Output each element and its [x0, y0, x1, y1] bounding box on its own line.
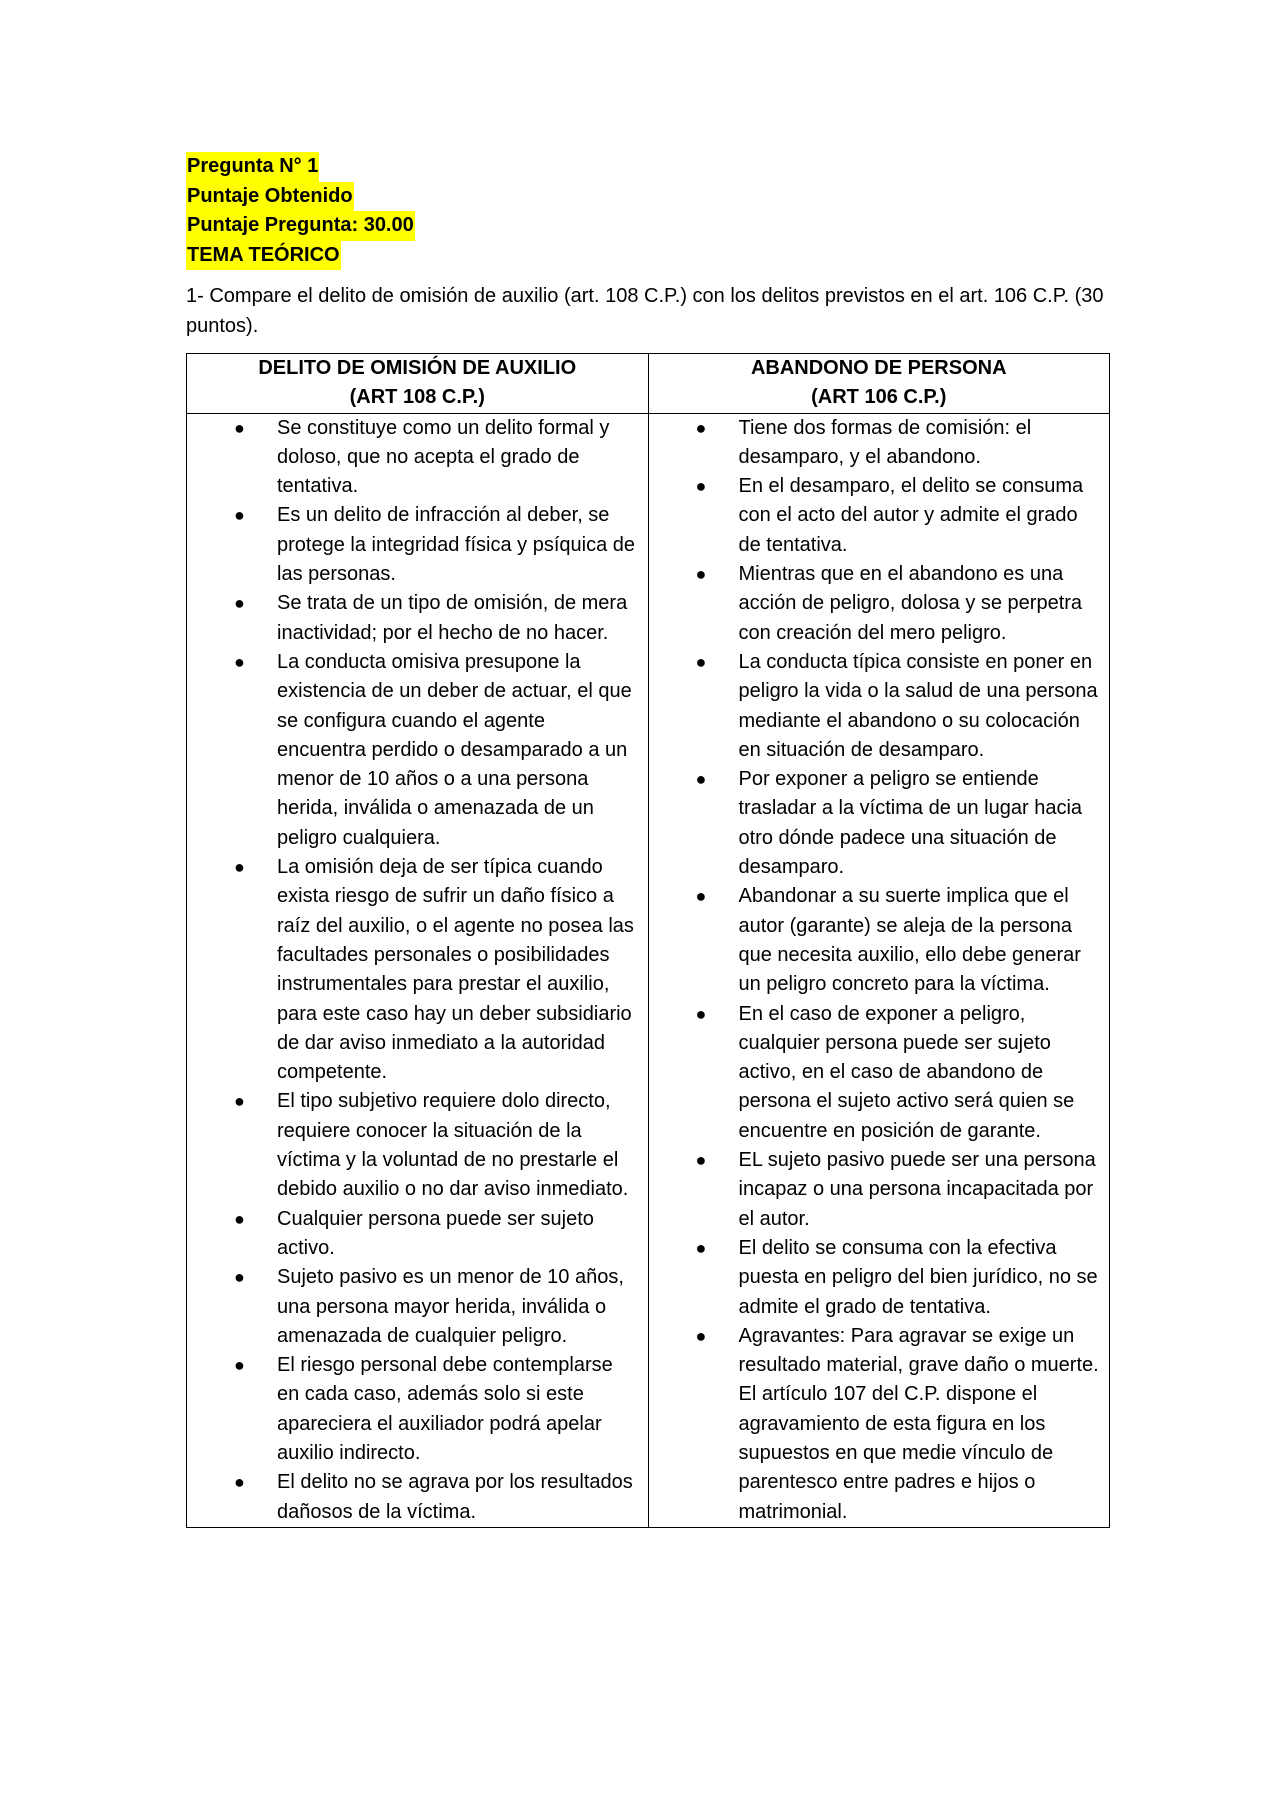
bullet-icon: ● [234, 505, 245, 526]
document-page [186, 152, 1110, 1528]
list-item [187, 589, 638, 648]
list-item [187, 853, 638, 1087]
left-bullet-list [187, 414, 638, 1527]
list-item-text: El tipo subjetivo requiere dolo directo, requiere conocer la situación de la víctima y la voluntad de no prestarle el debido auxilio o no dar aviso inmediato. [277, 1090, 629, 1201]
list-item-text: La conducta típica consiste en poner en peligro la vida o la salud de una persona mediante el abandono o su colocación en situación de desamparo. [738, 650, 1098, 761]
list-item [187, 1468, 638, 1527]
bullet-icon: ● [234, 651, 245, 672]
score-obtained-label: Puntaje Obtenido [186, 182, 354, 212]
list-item [649, 1322, 1100, 1527]
bullet-icon: ● [695, 1237, 707, 1258]
list-item-text: El riesgo personal debe contemplarse en cada caso, además solo si este apareciera el auxiliador podrá apelar auxilio indirecto. [277, 1354, 613, 1464]
right-column-cell [648, 413, 1110, 1527]
list-item-text: Mientras que en el abandono es una acción de peligro, dolosa y se perpetra con creación del mero peligro. [738, 563, 1083, 644]
comparison-table [186, 353, 1110, 1528]
bullet-icon: ● [234, 1355, 245, 1376]
list-item [187, 1351, 638, 1468]
list-item [649, 472, 1100, 560]
list-item-text: Sujeto pasivo es un menor de 10 años, una persona mayor herida, inválida o amenazada de cualquier peligro. [277, 1266, 624, 1347]
bullet-icon: ● [695, 769, 707, 790]
list-item-text: Cualquier persona puede ser sujeto activo. [277, 1207, 594, 1259]
bullet-icon: ● [234, 593, 245, 614]
bullet-icon: ● [234, 417, 245, 438]
list-item [187, 501, 638, 589]
column-header-right [648, 354, 1110, 414]
bullet-icon: ● [234, 1208, 245, 1229]
list-item-text: Es un delito de infracción al deber, se protege la integridad física y psíquica de las personas. [277, 504, 635, 586]
bullet-icon: ● [695, 651, 707, 672]
list-item [187, 1263, 638, 1351]
list-item-text: Abandonar a su suerte implica que el autor (garante) se aleja de la persona que necesita auxilio, ello debe generar un peligro concreto para la víctima. [738, 885, 1081, 996]
question-text: 1- Compare el delito de omisión de auxilio (art. 108 C.P.) con los delitos previstos en el art. 106 C.P. (30 puntos). [186, 285, 1104, 337]
list-item-text: Se trata de un tipo de omisión, de mera inactividad; por el hecho de no hacer. [277, 592, 628, 644]
question-score: Puntaje Pregunta: 30.00 [186, 211, 415, 241]
list-item [649, 648, 1100, 765]
column-subtitle: (ART 108 C.P.) [349, 386, 485, 409]
bullet-icon: ● [695, 564, 707, 585]
list-item-text: Se constituye como un delito formal y doloso, que no acepta el grado de tentativa. [277, 416, 610, 498]
list-item [649, 765, 1100, 882]
question-number: Pregunta N° 1 [186, 152, 319, 182]
list-item-text: En el desamparo, el delito se consuma con el acto del autor y admite el grado de tentativa. [738, 475, 1084, 556]
list-item [649, 414, 1100, 473]
list-item [649, 1000, 1100, 1146]
topic-label: TEMA TEÓRICO [186, 241, 341, 271]
list-item [649, 560, 1100, 648]
list-item-text: El delito no se agrava por los resultados dañosos de la víctima. [277, 1471, 633, 1523]
column-subtitle: (ART 106 C.P.) [811, 386, 947, 409]
bullet-icon: ● [234, 857, 245, 878]
bullet-icon: ● [695, 1150, 707, 1171]
list-item-text: Agravantes: Para agravar se exige un resultado material, grave daño o muerte. El artículo 107 del C.P. dispone el agravamiento de esta figura en los supuestos en que medie vínculo de parentesco entre padres e hijos o matrimonial. [738, 1324, 1099, 1523]
right-bullet-list [649, 414, 1100, 1527]
bullet-icon: ● [695, 1003, 707, 1024]
list-item [187, 1087, 638, 1204]
bullet-icon: ● [695, 417, 707, 438]
bullet-icon: ● [695, 476, 707, 497]
column-title: ABANDONO DE PERSONA [750, 357, 1007, 379]
table-header-row [187, 354, 1110, 414]
column-title: DELITO DE OMISIÓN DE AUXILIO [258, 357, 577, 379]
list-item [649, 1234, 1100, 1322]
left-column-cell [187, 413, 649, 1527]
list-item [187, 648, 638, 853]
list-item-text: La omisión deja de ser típica cuando exista riesgo de sufrir un daño físico a raíz del auxilio, o el agente no posea las facultades personales o posibilidades instrumentales para prestar el auxilio, para este caso hay un deber subsidiario de dar aviso inmediato a la autoridad competente. [277, 856, 634, 1084]
list-item-text: Tiene dos formas de comisión: el desamparo, y el abandono. [738, 416, 1032, 468]
bullet-icon: ● [234, 1091, 245, 1112]
bullet-icon: ● [234, 1267, 245, 1288]
column-header-left [187, 354, 649, 414]
list-item [187, 1205, 638, 1264]
list-item-text: La conducta omisiva presupone la existencia de un deber de actuar, el que se configura cuando el agente encuentra perdido o desamparado a un menor de 10 años o a una persona herida, inválida o amenazada de un peligro cualquiera. [277, 650, 632, 849]
bullet-icon: ● [695, 886, 707, 907]
list-item-text: En el caso de exponer a peligro, cualquier persona puede ser sujeto activo, en el caso de abandono de persona el sujeto activo será quien se encuentre en posición de garante. [738, 1002, 1075, 1142]
table-body-row [187, 413, 1110, 1527]
list-item-text: EL sujeto pasivo puede ser una persona incapaz o una persona incapacitada por el autor. [738, 1149, 1096, 1230]
list-item-text: Por exponer a peligro se entiende trasladar a la víctima de un lugar hacia otro dónde padece una situación de desamparo. [738, 768, 1083, 879]
bullet-icon: ● [234, 1472, 245, 1493]
question-header [186, 152, 1110, 270]
list-item-text: El delito se consuma con la efectiva puesta en peligro del bien jurídico, no se admite el grado de tentativa. [738, 1236, 1098, 1318]
list-item [649, 1146, 1100, 1234]
list-item [187, 414, 638, 502]
list-item [649, 882, 1100, 999]
bullet-icon: ● [695, 1325, 707, 1346]
